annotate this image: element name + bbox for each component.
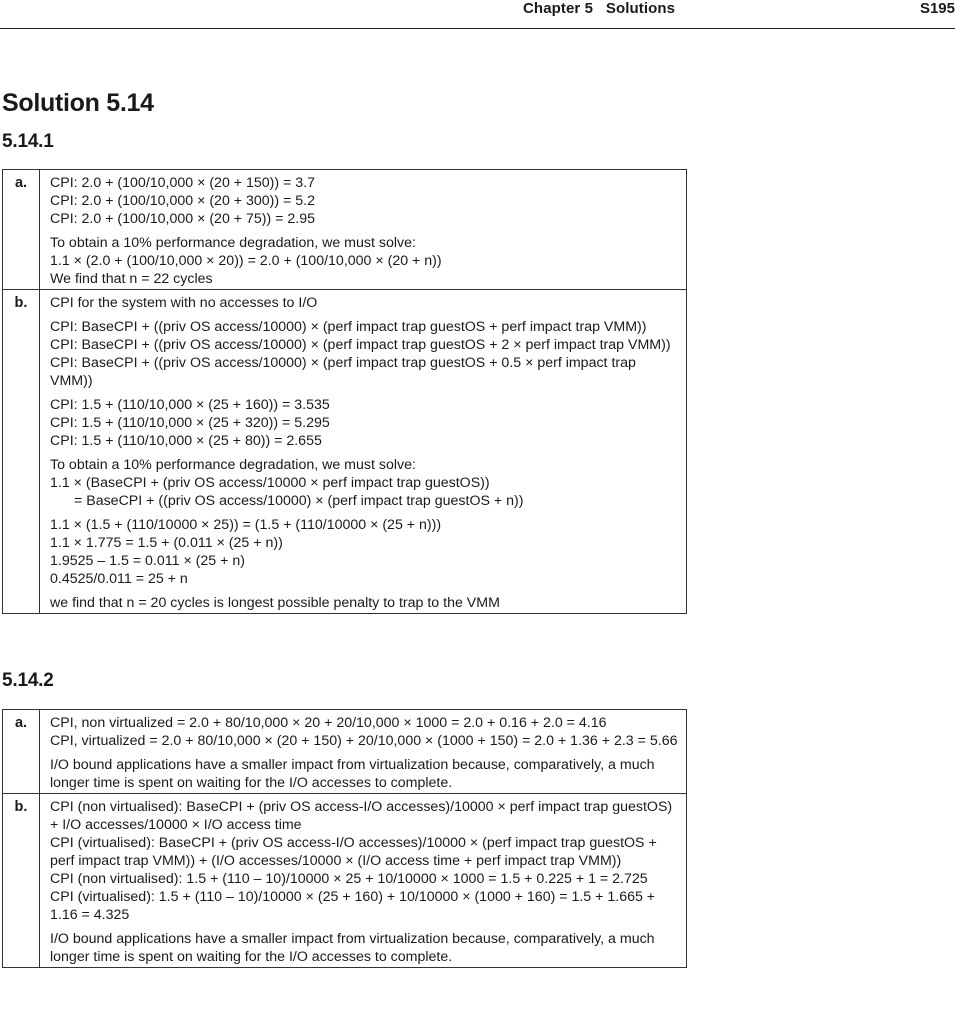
text-line: CPI: BaseCPI + ((priv OS access/10000) × (perf impact trap guestOS + 2 × perf impact trap VMM)) bbox=[50, 337, 671, 353]
solution-title: Solution 5.14 bbox=[2, 89, 154, 117]
text-line: CPI: 2.0 + (100/10,000 × (20 + 150)) = 3.7 bbox=[50, 175, 316, 191]
table-row bbox=[3, 290, 687, 614]
text-line: CPI: BaseCPI + ((priv OS access/10000) × (perf impact trap guestOS + 0.5 × perf impact trap VMM)) bbox=[50, 355, 640, 389]
text-line: CPI (non virtualised): 1.5 + (110 – 10)/10000 × 25 + 10/10000 × 1000 = 1.5 + 0.225 + 1 = 2.725 bbox=[50, 871, 648, 887]
row-label: b. bbox=[3, 290, 40, 614]
row-content bbox=[40, 170, 687, 290]
text-line: CPI, virtualized = 2.0 + 80/10,000 × (20 + 150) + 20/10,000 × (1000 + 150) = 2.0 + 1.36 + 2.3 = 5.66 bbox=[50, 733, 678, 749]
answer-table-5-14-1 bbox=[2, 169, 687, 614]
row-label: a. bbox=[3, 710, 40, 794]
page-number: S195 bbox=[919, 0, 955, 17]
text-line: 1.1 × (2.0 + (100/10,000 × 20)) = 2.0 + (100/10,000 × (20 + n)) bbox=[50, 253, 442, 269]
text-line: CPI for the system with no accesses to I/O bbox=[50, 295, 318, 311]
table-row bbox=[3, 170, 687, 290]
row-content bbox=[40, 794, 687, 968]
answer-table-5-14-2 bbox=[2, 709, 687, 968]
section-title-1: 5.14.1 bbox=[2, 131, 54, 152]
text-line: 0.4525/0.011 = 25 + n bbox=[50, 571, 188, 587]
text-line: I/O bound applications have a smaller impact from virtualization because, comparatively, a much longer time is spent on waiting for the I/O accesses to complete. bbox=[50, 757, 659, 791]
row-content bbox=[40, 290, 687, 614]
text-line: 1.1 × 1.775 = 1.5 + (0.011 × (25 + n)) bbox=[50, 535, 283, 551]
text-line: CPI (virtualised): 1.5 + (110 – 10)/10000 × (25 + 160) + 10/10000 × (1000 + 160) = 1.5 + 1.665 + 1.16 = 4.325 bbox=[50, 889, 660, 923]
text-line: = BaseCPI + ((priv OS access/10000) × (perf impact trap guestOS + n)) bbox=[74, 493, 524, 509]
text-line: CPI (virtualised): BaseCPI + (priv OS access-I/O accesses)/10000 × (perf impact trap guestOS + perf impact trap VMM)) + (I/O accesses/10000 × (I/O access time + perf impact trap VMM)) bbox=[50, 835, 661, 869]
table-row bbox=[3, 710, 687, 794]
text-line: To obtain a 10% performance degradation, we must solve: bbox=[50, 235, 416, 251]
table-row bbox=[3, 794, 687, 968]
row-content bbox=[40, 710, 687, 794]
text-line: CPI: 2.0 + (100/10,000 × (20 + 75)) = 2.95 bbox=[50, 211, 316, 227]
text-line: 1.1 × (BaseCPI + (priv OS access/10000 × perf impact trap guestOS)) bbox=[50, 475, 490, 491]
row-label: b. bbox=[3, 794, 40, 968]
text-line: We find that n = 22 cycles bbox=[50, 271, 213, 287]
text-line: CPI: 1.5 + (110/10,000 × (25 + 80)) = 2.655 bbox=[50, 433, 322, 449]
text-line: CPI, non virtualized = 2.0 + 80/10,000 × 20 + 20/10,000 × 1000 = 2.0 + 0.16 + 2.0 = 4.16 bbox=[50, 715, 607, 731]
text-line: we find that n = 20 cycles is longest possible penalty to trap to the VMM bbox=[50, 595, 500, 611]
text-line: CPI: BaseCPI + ((priv OS access/10000) × (perf impact trap guestOS + perf impact trap VMM)) bbox=[50, 319, 647, 335]
text-line: I/O bound applications have a smaller impact from virtualization because, comparatively, a much longer time is spent on waiting for the I/O accesses to complete. bbox=[50, 931, 659, 965]
chapter-title: Chapter 5 Solutions bbox=[523, 0, 676, 17]
text-line: CPI (non virtualised): BaseCPI + (priv OS access-I/O accesses)/10000 × perf impact trap guestOS) + I/O accesses/10000 × I/O access time bbox=[50, 799, 677, 833]
text-line: CPI: 2.0 + (100/10,000 × (20 + 300)) = 5.2 bbox=[50, 193, 316, 209]
section-title-2: 5.14.2 bbox=[2, 670, 54, 691]
text-line: CPI: 1.5 + (110/10,000 × (25 + 160)) = 3.535 bbox=[50, 397, 330, 413]
text-line: To obtain a 10% performance degradation, we must solve: bbox=[50, 457, 416, 473]
text-line: 1.9525 – 1.5 = 0.011 × (25 + n) bbox=[50, 553, 245, 569]
row-label: a. bbox=[3, 170, 40, 290]
text-line: CPI: 1.5 + (110/10,000 × (25 + 320)) = 5.295 bbox=[50, 415, 330, 431]
text-line: 1.1 × (1.5 + (110/10000 × 25)) = (1.5 + (110/10000 × (25 + n))) bbox=[50, 517, 442, 533]
page-header bbox=[0, 0, 955, 29]
